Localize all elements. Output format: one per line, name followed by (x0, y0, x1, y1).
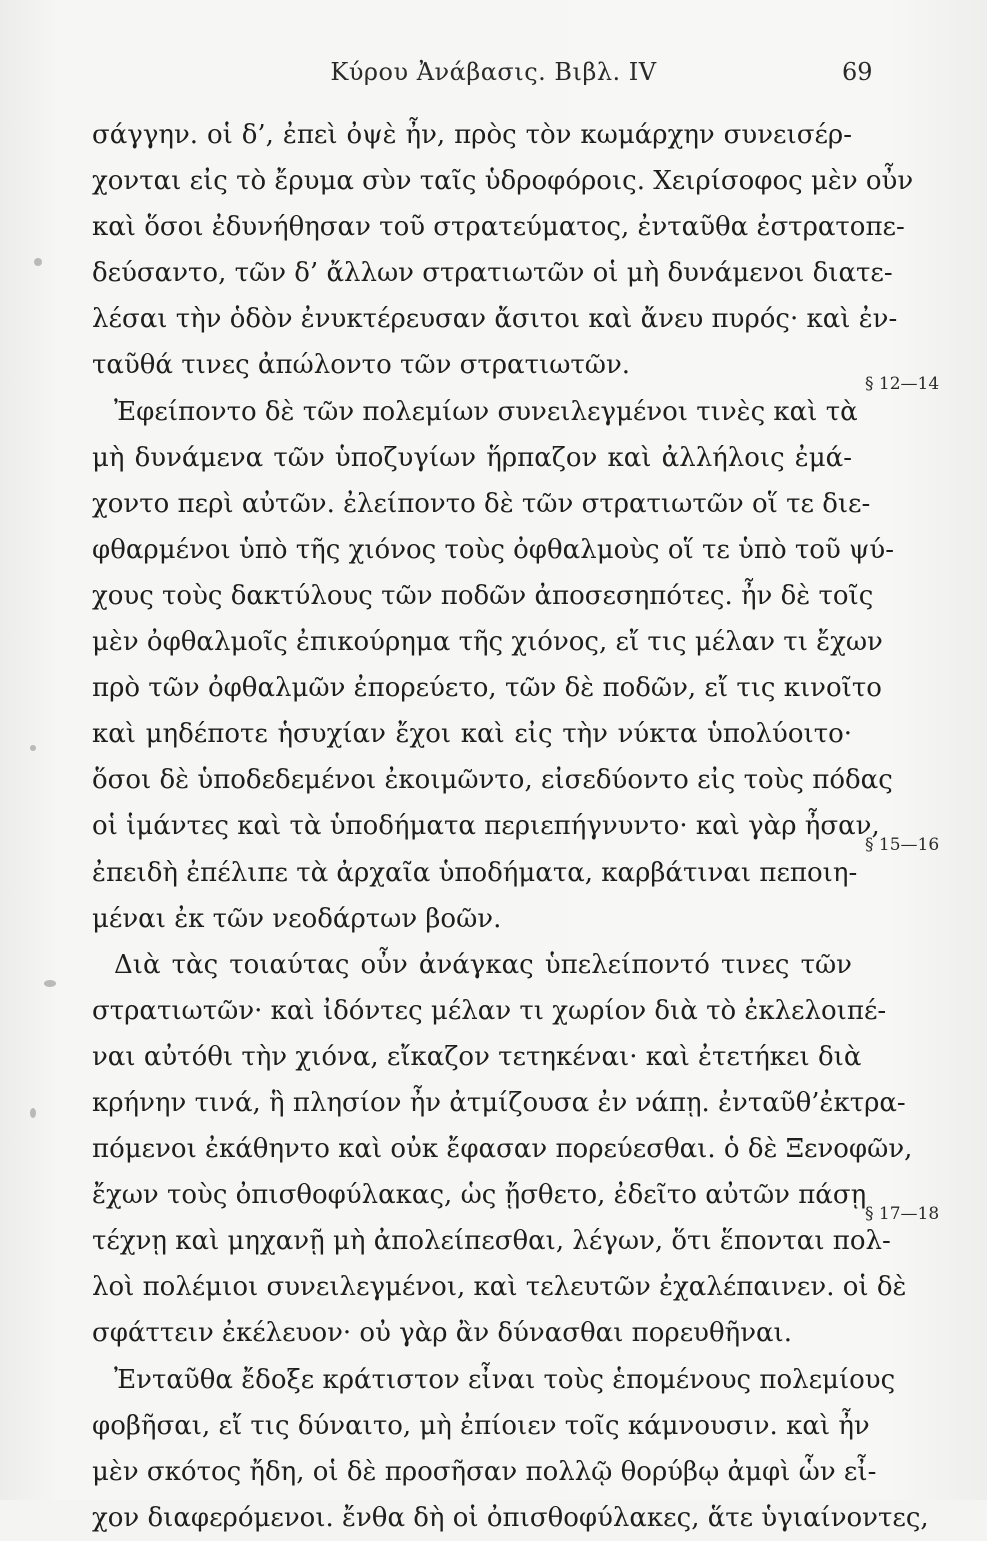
text-line: ταῦθά τινες ἀπώλοντο τῶν στρατιωτῶν. (92, 350, 631, 381)
text-line: δεύσαντο, τῶν δ’ ἄλλων στρατιωτῶν οἱ μὴ δυνάμενοι διατε- (92, 258, 893, 289)
text-line: ὅσοι δὲ ὑποδεδεμένοι ἐκοιμῶντο, εἰσεδύοντο εἰς τοὺς πόδας (92, 765, 893, 796)
text-line: τέχνῃ καὶ μηχανῇ μὴ ἀπολείπεσθαι, λέγων, ὅτι ἕπονται πολ- (92, 1226, 891, 1257)
text-line: οἱ ἱμάντες καὶ τὰ ὑποδήματα περιεπήγνυντο· καὶ γὰρ ἦσαν, (92, 811, 880, 842)
text-line: φοβῆσαι, εἴ τις δύναιτο, μὴ ἐπίοιεν τοῖς κάμνουσιν. καὶ ἦν (92, 1410, 870, 1441)
text-line: ναι αὐτόθι τὴν χιόνα, εἴκαζον τετηκέναι· καὶ ἐτετήκει διὰ (92, 1041, 862, 1072)
ink-smudge (34, 258, 42, 266)
text-line: καὶ ὅσοι ἐδυνήθησαν τοῦ στρατεύματος, ἐνταῦθα ἐστρατοπε- (92, 212, 905, 243)
text-line: μέναι ἐκ τῶν νεοδάρτων βοῶν. (92, 903, 502, 934)
text-line: Ἐφείποντο δὲ τῶν πολεμίων συνειλεγμένοι τινὲς καὶ τὰ (114, 396, 858, 427)
text-line: χον διαφερόμενοι. ἔνθα δὴ οἱ ὀπισθοφύλακες, ἅτε ὑγιαίνοντες, (92, 1502, 929, 1533)
margin-section-note: § 17—18 (865, 1204, 940, 1224)
text-line: ἐπειδὴ ἐπέλιπε τὰ ἀρχαῖα ὑποδήματα, καρβάτιναι πεποιη- (92, 857, 858, 888)
text-line: κρήνην τινά, ἣ πλησίον ἦν ἀτμίζουσα ἐν νάπῃ. ἐνταῦθ’ἐκτρα- (92, 1087, 906, 1118)
text-line: πρὸ τῶν ὀφθαλμῶν ἐπορεύετο, τῶν δὲ ποδῶν, εἴ τις κινοῖτο (92, 673, 882, 704)
text-line: στρατιωτῶν· καὶ ἰδόντες μέλαν τι χωρίον διὰ τὸ ἐκλελοιπέ- (92, 995, 887, 1026)
text-line: Ἐνταῦθα ἔδοξε κράτιστον εἶναι τοὺς ἑπομένους πολεμίους (114, 1364, 896, 1395)
text-line: χοντο περὶ αὐτῶν. ἐλείποντο δὲ τῶν στρατιωτῶν οἵ τε διε- (92, 488, 871, 519)
ink-smudge (30, 745, 36, 751)
text-line: ἔχων τοὺς ὀπισθοφύλακας, ὡς ᾔσθετο, ἐδεῖτο αὐτῶν πάσῃ (92, 1180, 867, 1211)
running-title: Κύρου Ἀνάβασις. Βιβλ. IV (330, 58, 657, 86)
text-line: μὲν ὀφθαλμοῖς ἐπικούρημα τῆς χιόνος, εἴ τις μέλαν τι ἔχων (92, 627, 883, 658)
margin-section-note: § 12—14 (865, 374, 940, 394)
text-line: πόμενοι ἐκάθηντο καὶ οὐκ ἔφασαν πορεύεσθαι. ὁ δὲ Ξενοφῶν, (92, 1134, 913, 1165)
ink-smudge (44, 980, 56, 987)
text-line: χους τοὺς δακτύλους τῶν ποδῶν ἀποσεσηπότες. ἦν δὲ τοῖς (92, 580, 874, 611)
ink-smudge (30, 1108, 36, 1118)
text-line: λοὶ πολέμιοι συνειλεγμένοι, καὶ τελευτῶν ἐχαλέπαινεν. οἱ δὲ (92, 1272, 907, 1303)
text-line: μὴ δυνάμενα τῶν ὑποζυγίων ἥρπαζον καὶ ἀλλήλοις ἐμά- (92, 442, 852, 473)
margin-section-note: § 15—16 (865, 835, 940, 855)
text-line: σάγγην. οἱ δ’, ἐπεὶ ὀψὲ ἦν, πρὸς τὸν κωμάρχην συνεισέρ- (92, 120, 852, 150)
page-number: 69 (842, 58, 873, 86)
text-line: σφάττειν ἐκέλευον· οὐ γὰρ ἂν δύνασθαι πορευθῆναι. (92, 1318, 793, 1349)
text-line: Διὰ τὰς τοιαύτας οὖν ἀνάγκας ὑπελείποντό τινες τῶν (114, 949, 852, 980)
text-line: λέσαι τὴν ὁδὸν ἐνυκτέρευσαν ἄσιτοι καὶ ἄνευ πυρός· καὶ ἐν- (92, 304, 898, 335)
text-line: μὲν σκότος ἤδη, οἱ δὲ προσῆσαν πολλῷ θορύβῳ ἀμφὶ ὧν εἶ- (92, 1456, 877, 1487)
text-line: καὶ μηδέποτε ἡσυχίαν ἔχοι καὶ εἰς τὴν νύκτα ὑπολύοιτο· (92, 719, 852, 750)
text-line: χονται εἰς τὸ ἔρυμα σὺν ταῖς ὑδροφόροις. Χειρίσοφος μὲν οὖν (92, 166, 914, 197)
text-line: φθαρμένοι ὑπὸ τῆς χιόνος τοὺς ὀφθαλμοὺς οἵ τε ὑπὸ τοῦ ψύ- (92, 534, 895, 565)
